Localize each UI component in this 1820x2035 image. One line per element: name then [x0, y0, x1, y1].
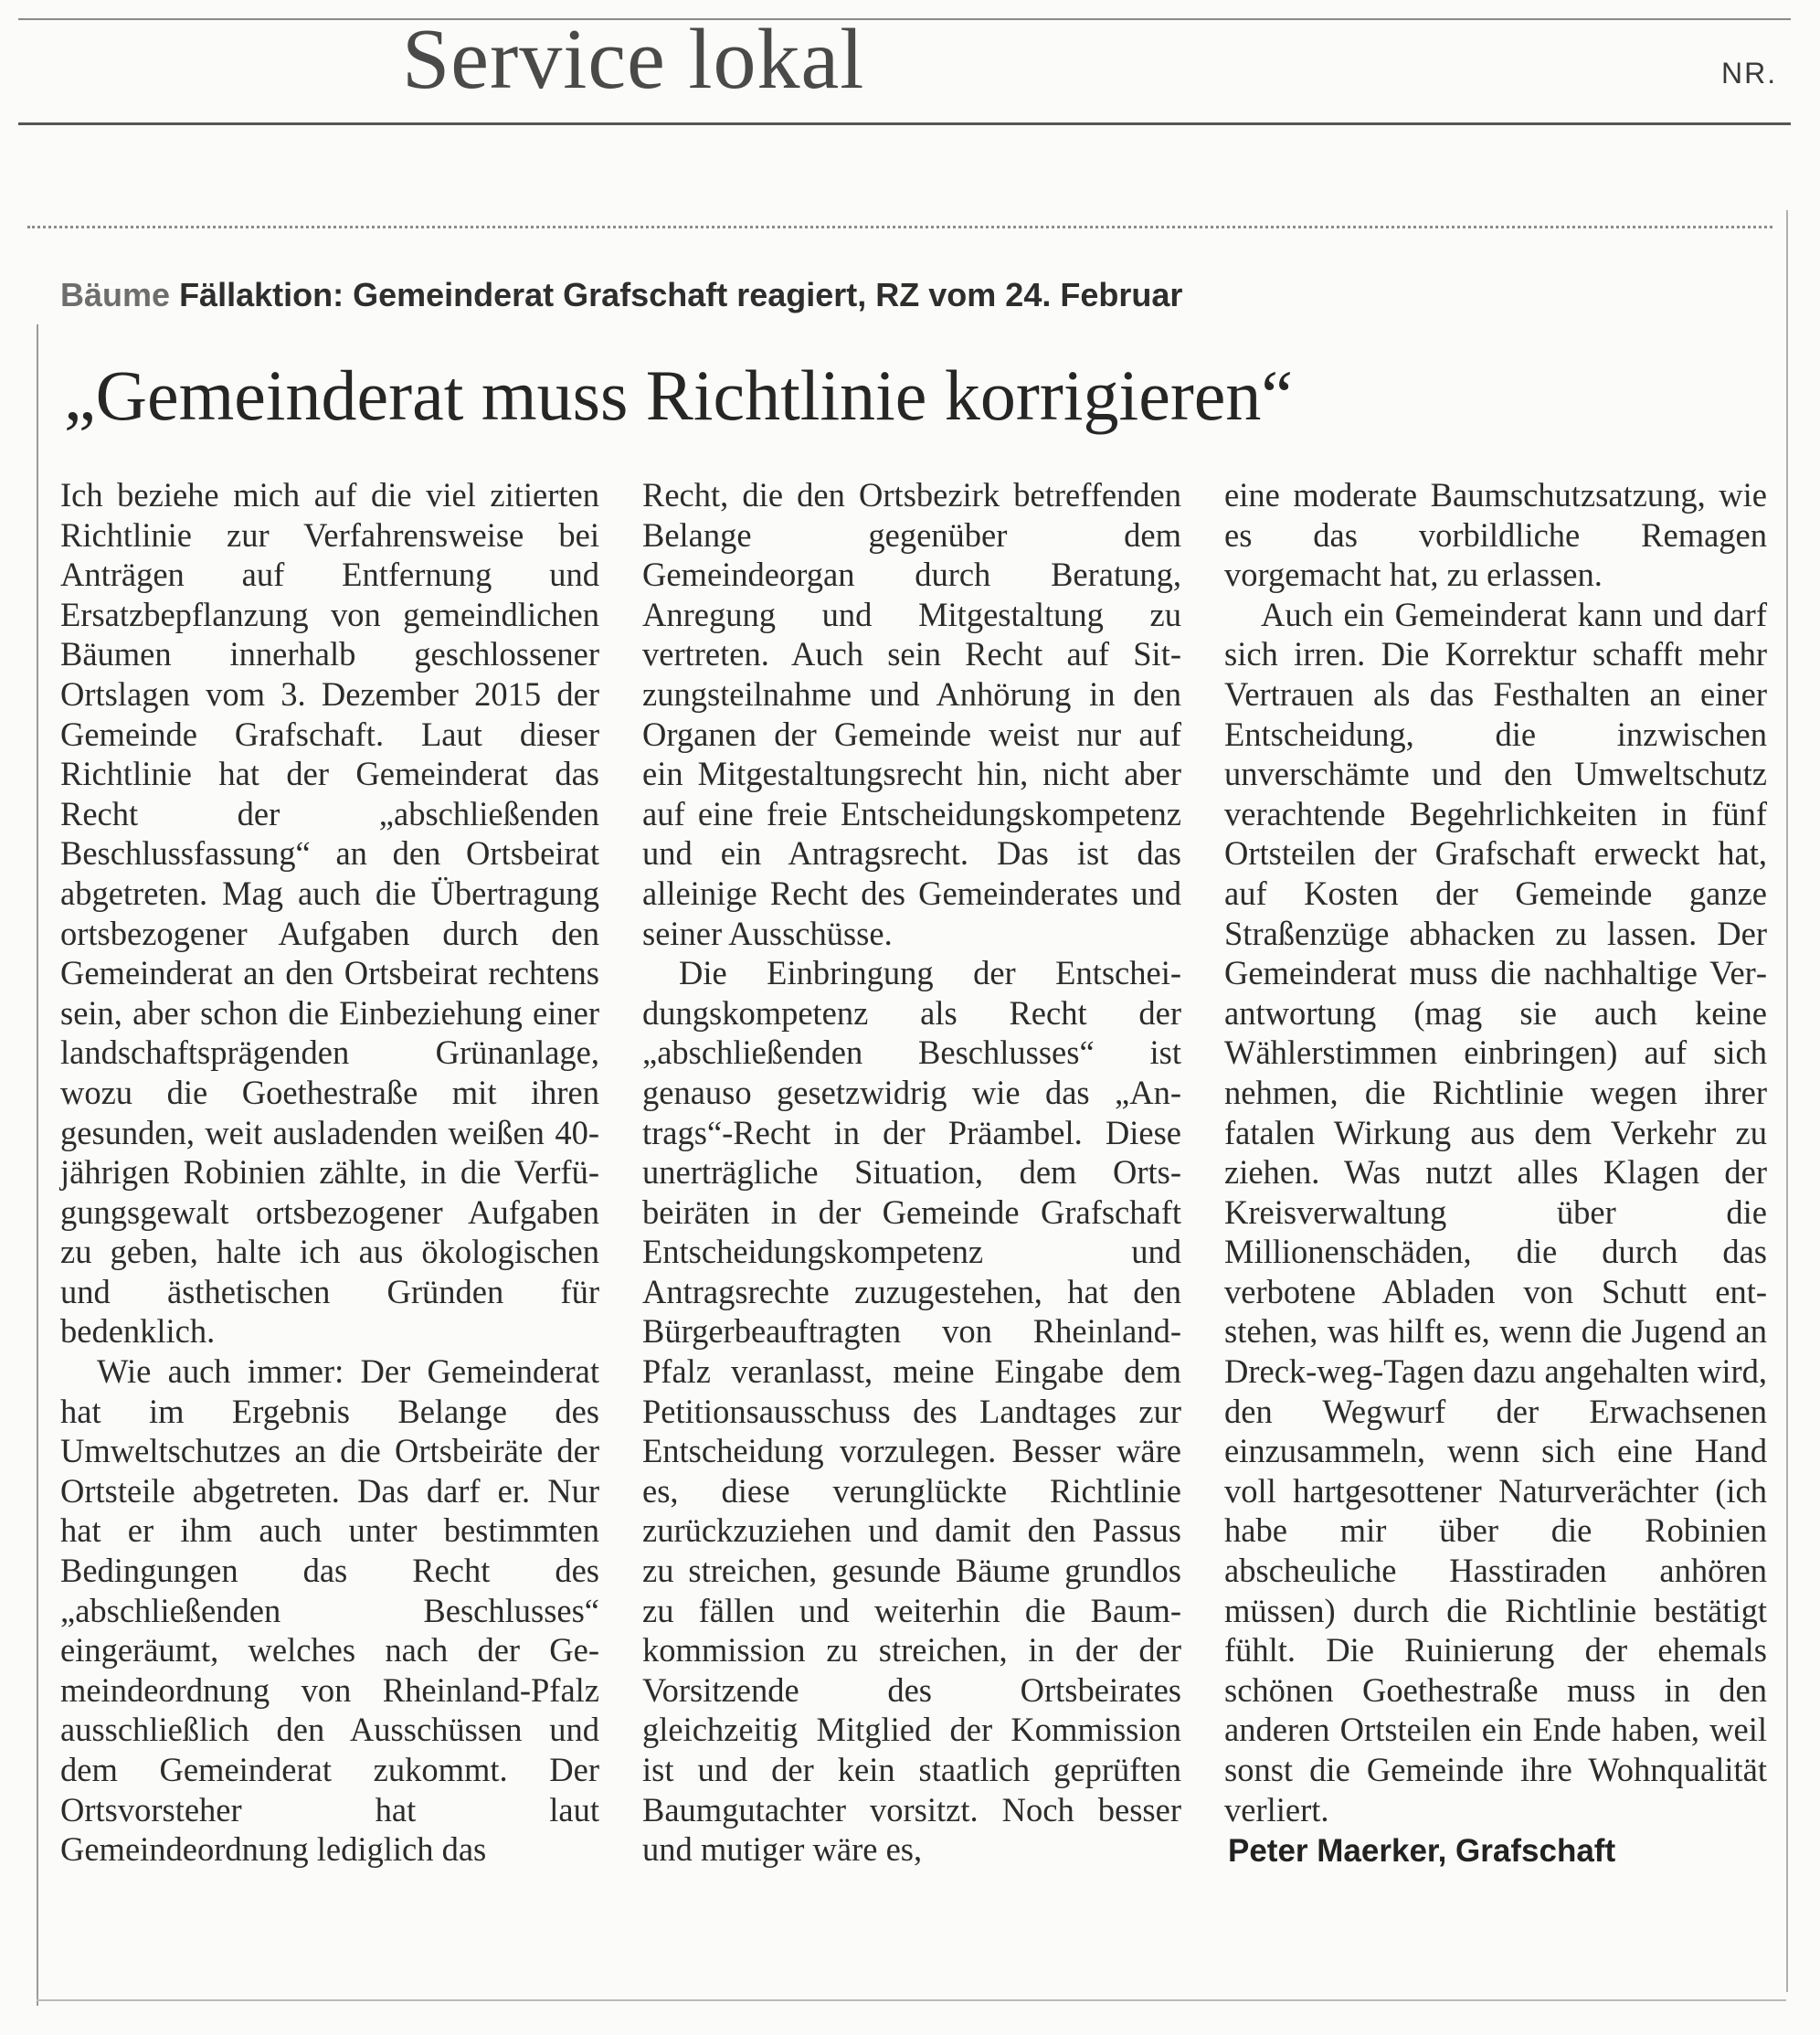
edition-code: NR. [1721, 57, 1778, 90]
article-column-1 [60, 475, 599, 1870]
section-title: Service lokal [402, 12, 865, 107]
column-3-paragraph-2: Auch ein Gemeinderat kann und darf sich irren. Die Korrektur schafft mehr Vertrauen als das Festhalten an einer Entscheidung, die inzwischen unverschämte und den Umweltschutz verachtende Begehrlichkeiten in fünf Ortsteilen der Grafschaft erweckt hat, auf Kosten der Gemeinde ganze Straßenzüge abhacken zu lassen. Der Gemeinderat muss die nachhaltige Verantwortung (mag sie auch keine Wählerstimmen einbringen) auf sich nehmen, die Richtlinie wegen ihrer fatalen Wirkung aus dem Verkehr zu ziehen. Was nutzt alles Klagen der Kreisverwaltung über die Millionenschäden, die durch das verbotene Abladen von Schutt entstehen, was hilft es, wenn die Jugend an Dreck-weg-Tagen dazu angehalten wird, den Wegwurf der Erwachsenen einzusammeln, wenn sich eine Hand voll hartgesottener Naturverächter (ich habe mir über die Robinien abscheuliche Hasstiraden anhören müssen) durch die Richtlinie bestätigt fühlt. Die Ruinierung der ehemals schönen Goethestraße muss in den anderen Ortsteilen ein Ende haben, weil sonst die Gemeinde ihre Wohnqualität verliert. [1224, 595, 1767, 1828]
article-headline: „Gemeinderat muss Richtlinie korrigieren“ [64, 355, 1294, 435]
column-2-paragraph-1: Recht, die den Ortsbezirk betreffenden Belange gegenüber dem Gemeindeorgan durch Beratung, Anregung und Mitgestaltung zu vertreten. Auch sein Recht auf Sitzungsteilnahme und Anhörung in den Organen der Gemeinde weist nur auf ein Mitgestaltungsrecht hin, nicht aber auf eine freie Entscheidungskompetenz und ein Antragsrecht. Das ist das alleinige Recht des Gemeinderates und seiner Ausschüsse. [642, 476, 1181, 952]
right-rule [1786, 210, 1788, 1992]
article-rubric [60, 276, 1182, 314]
article-column-2 [642, 475, 1181, 1870]
column-1-paragraph-1: Ich beziehe mich auf die viel zitierten Richtlinie zur Verfahrensweise bei Anträgen auf Entfernung und Ersatzbepflanzung von gemeindlichen Bäumen innerhalb geschlossener Ortslagen vom 3. Dezember 2015 der Gemeinde Grafschaft. Laut dieser Richtlinie hat der Gemeinderat das Recht der „abschließenden Beschlussfassung“ an den Ortsbeirat abgetreten. Mag auch die Übertragung ortsbezogener Aufgaben durch den Gemeinderat an den Ortsbeirat rechtens sein, aber schon die Einbeziehung einer landschaftsprägenden Grünanlage, wozu die Goethestraße mit ihren gesunden, weit ausladenden weißen 40-jährigen Robinien zählte, in die Verfügungsgewalt ortsbezogener Aufgaben zu geben, halte ich aus ökologischen und ästhetischen Gründen für bedenklich. [60, 476, 599, 1351]
header-rule [18, 122, 1791, 125]
dotted-separator [27, 226, 1772, 228]
column-2-paragraph-2: Die Einbringung der Entscheidungskompetenz als Recht der „abschließenden Beschlusses“ ist genauso gesetzwidrig wie das „Antrags“-Recht in der Präambel. Diese unerträgliche Situation, dem Ortsbeiräten in der Gemeinde Grafschaft Entscheidungskompetenz und Antragsrechte zuzugestehen, hat den Bürgerbeauftragten von Rheinland-Pfalz veranlasst, meine Eingabe dem Petitionsausschuss des Landtages zur Entscheidung vorzulegen. Besser wäre es, diese verunglückte Richtlinie zurückzuziehen und damit den Passus zu streichen, gesunde Bäume grundlos zu fällen und weiterhin die Baumkommission zu streichen, in der der Vorsitzende des Ortsbeirates gleichzeitig Mitglied der Kommission ist und der kein staatlich geprüften Baumgutachter vorsitzt. Noch besser und mutiger wäre es, [642, 954, 1181, 1869]
rubric-keyword: Bäume [60, 276, 171, 313]
bottom-rule [37, 1999, 1786, 2001]
rubric-text: Fällaktion: Gemeinderat Grafschaft reagiert, RZ vom 24. Februar [179, 276, 1183, 313]
article-column-3 [1224, 475, 1767, 1871]
left-rule [37, 324, 38, 2006]
author-signature: Peter Maerker, Grafschaft [1228, 1833, 1616, 1870]
column-1-paragraph-2: Wie auch immer: Der Gemeinderat hat im Ergebnis Belange des Umweltschutzes an die Ortsbeiräte der Ortsteile abgetreten. Das darf er. Nur hat er ihm auch unter bestimmten Bedingungen das Recht des „abschließenden Beschlusses“ eingeräumt, welches nach der Gemeindeordnung von Rheinland-Pfalz ausschließlich den Ausschüssen und dem Gemeinderat zukommt. Der Ortsvorsteher hat laut Gemeindeordnung lediglich das [60, 1352, 599, 1869]
top-rule [18, 18, 1791, 20]
column-3-paragraph-1: eine moderate Baumschutzsatzung, wie es das vorbildliche Remagen vorgemacht hat, zu erlassen. [1224, 476, 1767, 594]
